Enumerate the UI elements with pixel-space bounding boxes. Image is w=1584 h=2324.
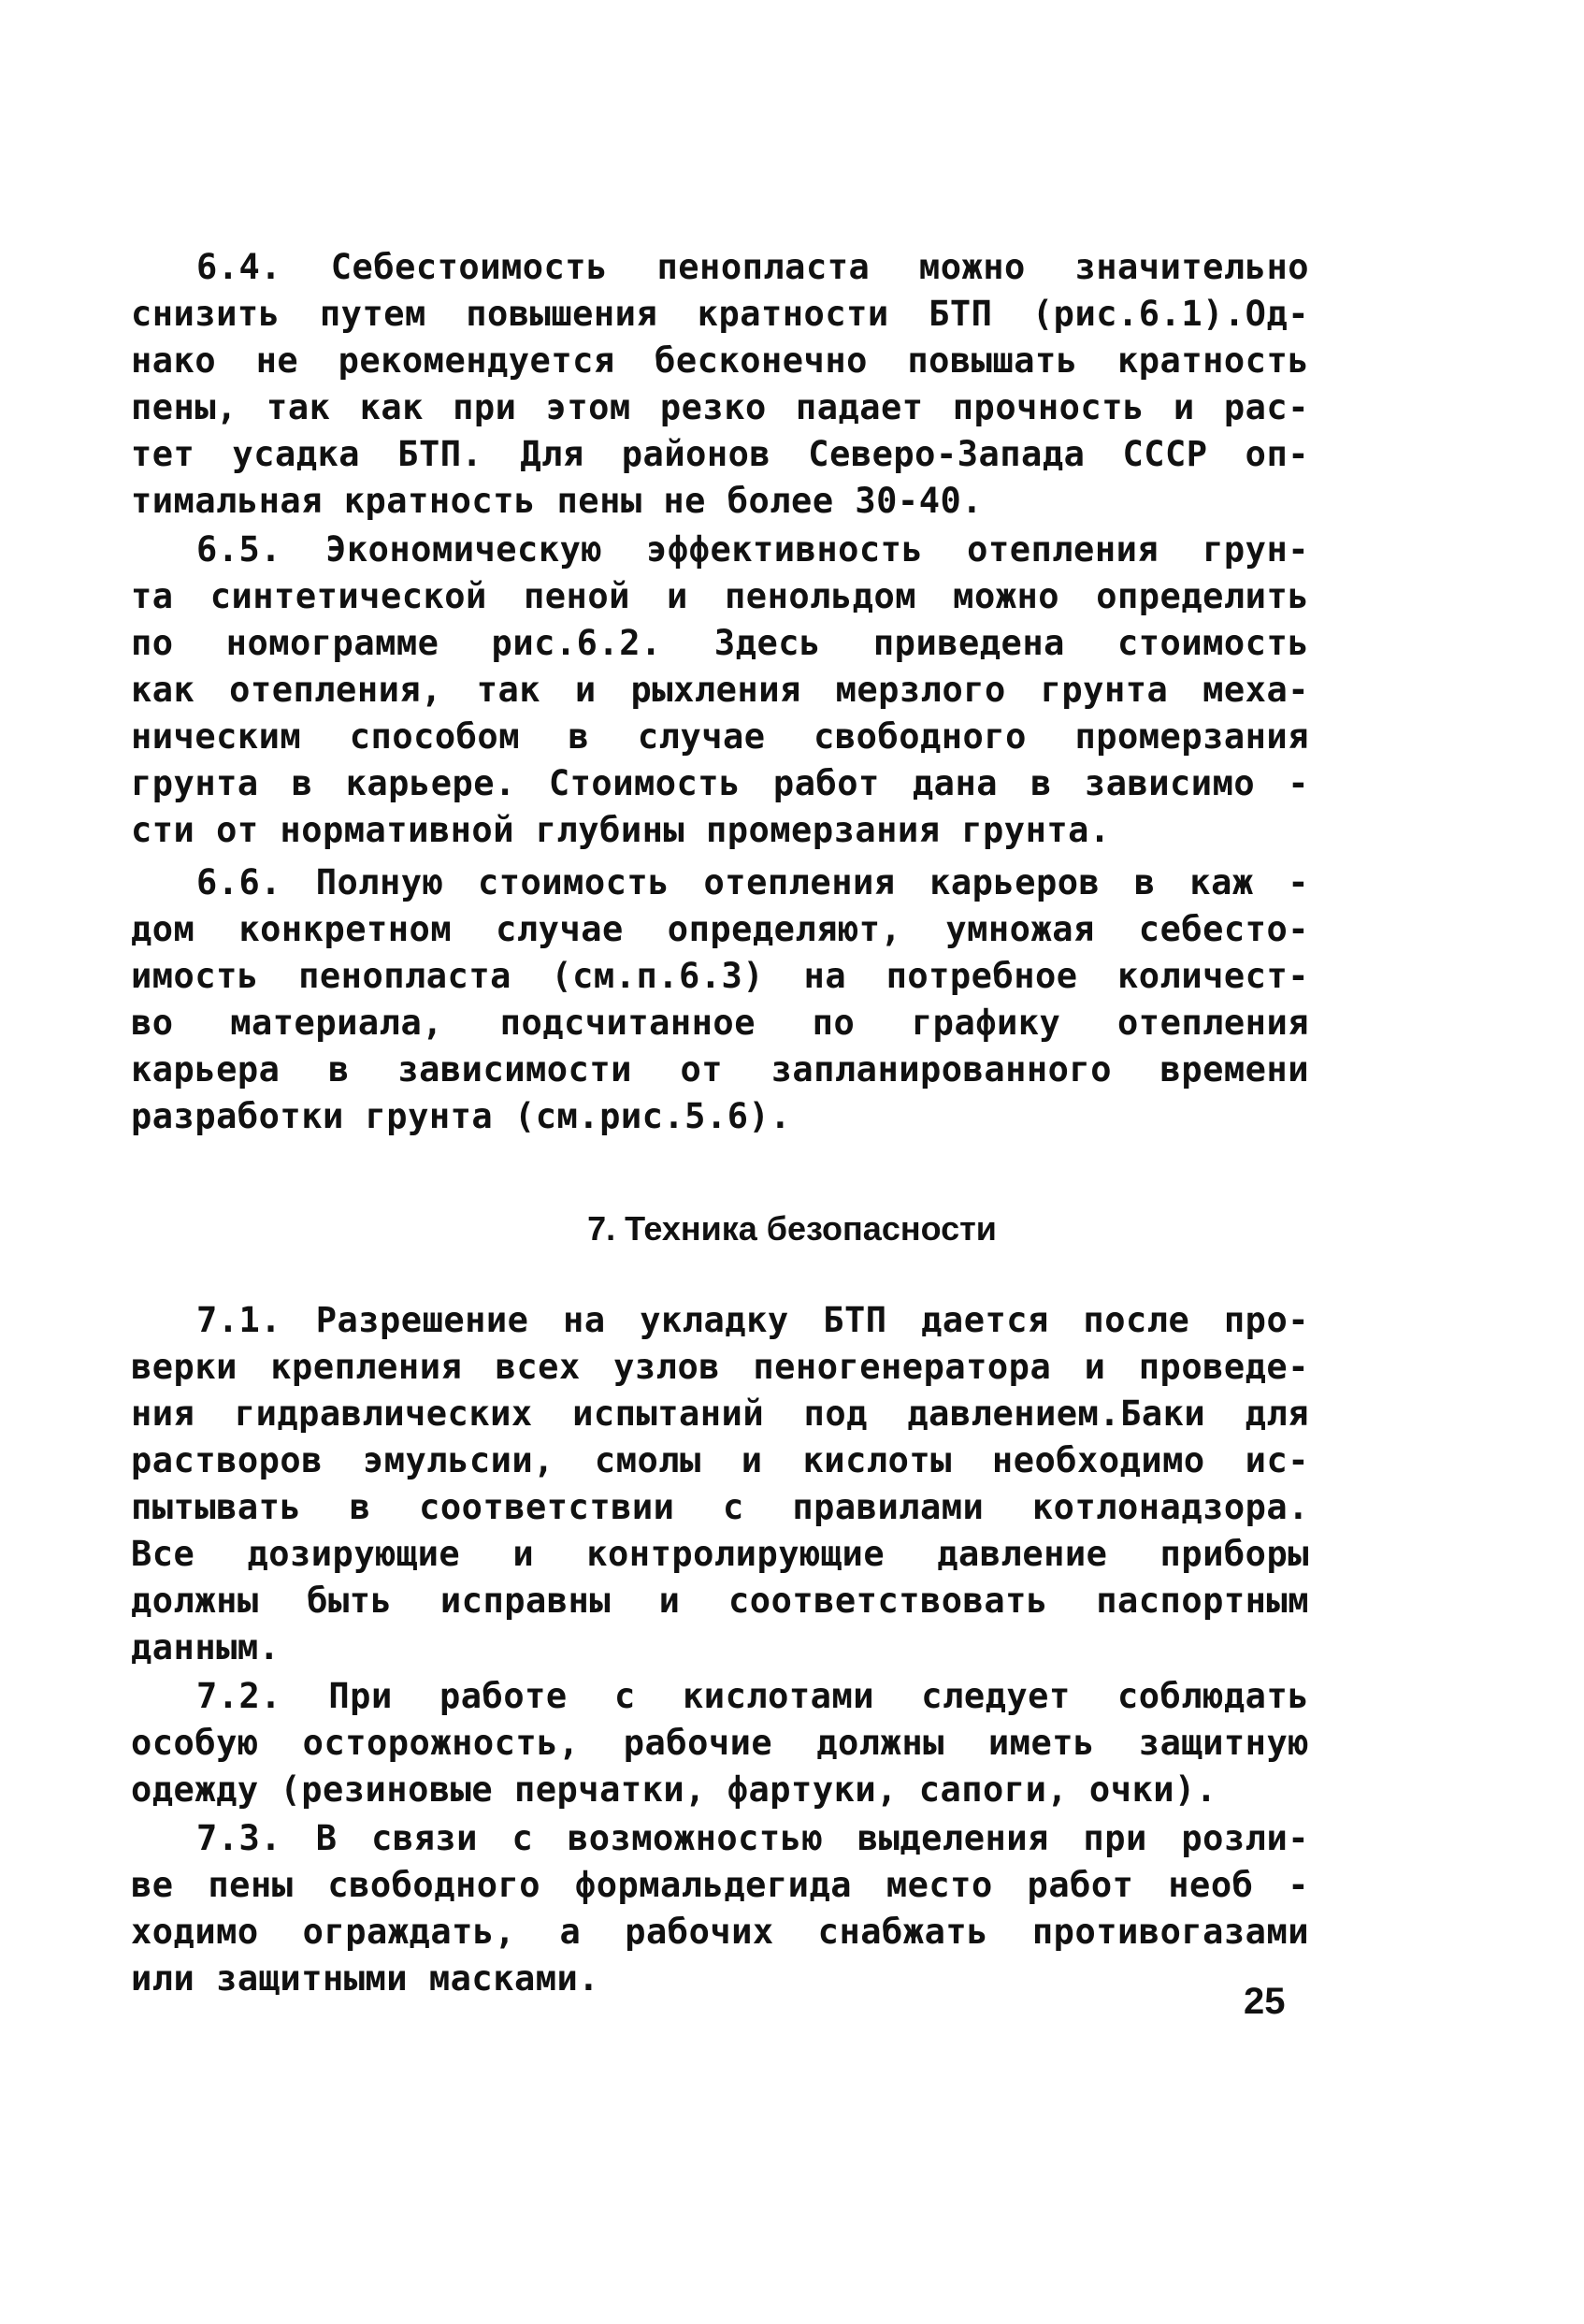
text-line: как отепления, так и рыхления мерзлого грунта меха-	[131, 670, 1309, 710]
text-line: тет усадка БТП. Для районов Северо-Запада СССР оп-	[131, 434, 1309, 474]
text-line: растворов эмульсии, смолы и кислоты необходимо ис-	[131, 1440, 1309, 1480]
text-line: разработки грунта (см.рис.5.6).	[131, 1096, 792, 1136]
text-line: верки крепления всех узлов пеногенератора и проведе-	[131, 1347, 1309, 1387]
text-line: карьера в зависимости от запланированного времени	[131, 1049, 1309, 1090]
text-line: 7.1. Разрешение на укладку БТП дается после про-	[196, 1300, 1309, 1340]
text-line: должны быть исправны и соответствовать паспортным	[131, 1581, 1309, 1621]
text-line: 6.5. Экономическую эффективность отепления грун-	[196, 529, 1309, 570]
text-line: 7.2. При работе с кислотами следует соблюдать	[196, 1676, 1309, 1716]
text-line: 6.6. Полную стоимость отепления карьеров в каж -	[196, 862, 1309, 902]
text-line: та синтетической пеной и пенольдом можно определить	[131, 576, 1309, 616]
text-line: ния гидравлических испытаний под давлением.Баки для	[131, 1393, 1309, 1434]
text-line: имость пенопласта (см.п.6.3) на потребное количест-	[131, 956, 1309, 996]
text-line: дом конкретном случае определяют, умножая себесто-	[131, 909, 1309, 949]
text-line: ходимо ограждать, а рабочих снабжать противогазами	[131, 1912, 1309, 1952]
text-line: тимальная кратность пены не более 30-40.	[131, 481, 984, 521]
text-line: ническим способом в случае свободного промерзания	[131, 716, 1309, 757]
page-number: 25	[1244, 1981, 1286, 2022]
text-line: во материала, подсчитанное по графику отепления	[131, 1003, 1309, 1043]
text-line: данным.	[131, 1627, 281, 1667]
text-line: нако не рекомендуется бесконечно повышать кратность	[131, 340, 1309, 381]
section-heading: 7. Техника безопасности	[587, 1209, 997, 1248]
text-line: ве пены свободного формальдегида место работ необ -	[131, 1865, 1309, 1905]
text-line: 6.4. Себестоимость пенопласта можно значительно	[196, 247, 1309, 287]
text-line: или защитными масками.	[131, 1958, 600, 1999]
text-line: сти от нормативной глубины промерзания грунта.	[131, 810, 1111, 850]
text-line: пены, так как при этом резко падает прочность и рас-	[131, 387, 1309, 427]
text-line: 7.3. В связи с возможностью выделения при розли-	[196, 1818, 1309, 1858]
text-line: по номограмме рис.6.2. Здесь приведена стоимость	[131, 623, 1309, 663]
text-line: одежду (резиновые перчатки, фартуки, сапоги, очки).	[131, 1769, 1217, 1810]
text-line: Все дозирующие и контролирующие давление приборы	[131, 1534, 1309, 1574]
text-line: особую осторожность, рабочие должны иметь защитную	[131, 1723, 1309, 1763]
text-line: снизить путем повышения кратности БТП (рис.6.1).Од-	[131, 294, 1309, 334]
text-line: пытывать в соответствии с правилами котлонадзора.	[131, 1487, 1309, 1527]
text-line: грунта в карьере. Стоимость работ дана в зависимо -	[131, 763, 1309, 803]
